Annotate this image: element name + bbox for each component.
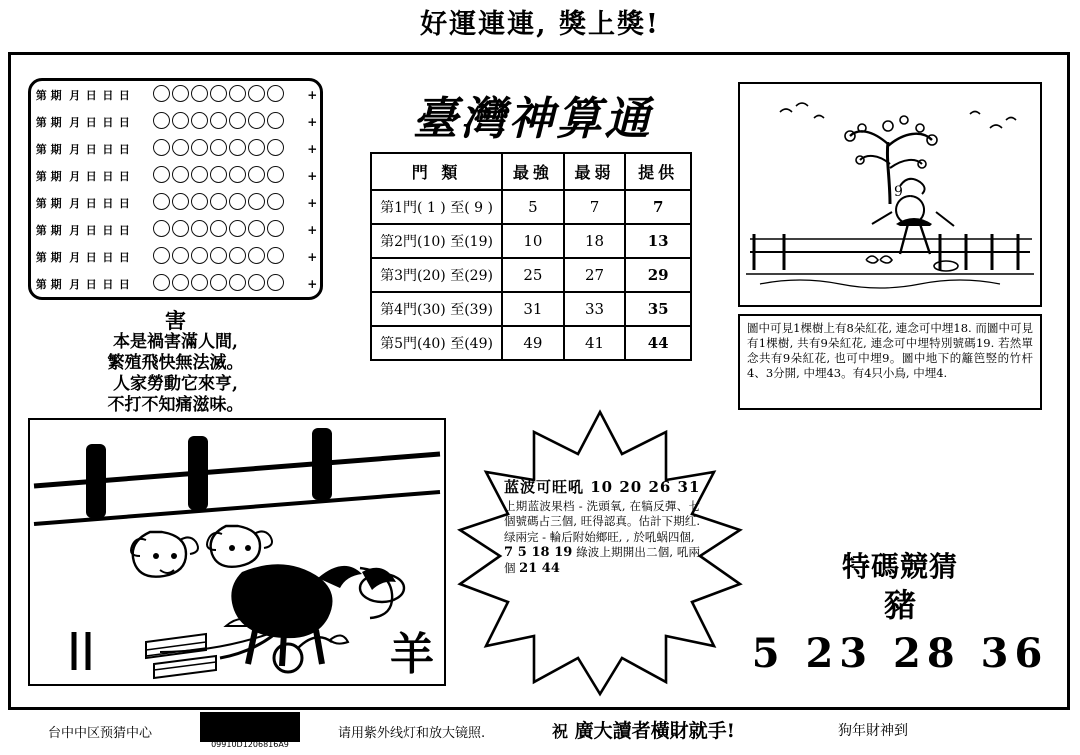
special-code-numbers: 5 23 28 36 (751, 630, 1049, 677)
calendar-dot[interactable] (191, 193, 208, 210)
illustration-top-right-drawing (740, 84, 1040, 305)
poem-line: 本是禍害滿人間, (113, 332, 238, 352)
calendar-dot[interactable] (267, 247, 284, 264)
calendar-row (31, 243, 320, 270)
calendar-cell-label: 日 (118, 223, 130, 237)
starburst-headline-text: 蓝波可旺吼 (504, 478, 585, 496)
calendar-row-label: 第 期 (35, 250, 62, 264)
calendar-dot[interactable] (153, 247, 170, 264)
calendar-cell-label: 月 (69, 142, 81, 156)
calendar-dot[interactable] (191, 139, 208, 156)
special-code-animal: 豬 (883, 586, 916, 624)
page-title: 臺灣神算通 (412, 92, 653, 145)
calendar-dot[interactable] (191, 220, 208, 237)
footer-left-text: 台中中区预猜中心 (48, 726, 153, 741)
calendar-cell-label: 月 (69, 115, 81, 129)
calendar-dot[interactable] (210, 112, 227, 129)
calendar-dot[interactable] (229, 247, 246, 264)
table-cell-strongest: 5 (502, 190, 564, 224)
calendar-dot[interactable] (191, 166, 208, 183)
calendar-cell-label: 日 (118, 115, 130, 129)
calendar-row (31, 216, 320, 243)
footer-blessing (552, 716, 735, 743)
calendar-dot[interactable] (172, 112, 189, 129)
calendar-cell-label: 日 (102, 169, 114, 183)
starburst-numbers-1: 7 5 18 19 (504, 545, 573, 560)
calendar-cell-label: 日 (85, 196, 97, 210)
calendar-dot[interactable] (172, 85, 189, 102)
calendar-cell-label: 月 (69, 88, 81, 102)
calendar-dot[interactable] (229, 166, 246, 183)
starburst-text (504, 480, 700, 576)
calendar-cell-label: 月 (69, 223, 81, 237)
starburst-headline-numbers: 10 20 26 31 (590, 478, 701, 496)
calendar-dot[interactable] (267, 85, 284, 102)
calendar-row (31, 162, 320, 189)
calendar-plus-sign: + (307, 195, 318, 210)
calendar-dot[interactable] (210, 247, 227, 264)
forecast-table (370, 152, 692, 361)
calendar-dot[interactable] (267, 193, 284, 210)
calendar-dot[interactable] (267, 139, 284, 156)
calendar-dot[interactable] (153, 220, 170, 237)
calendar-cell-label: 日 (118, 169, 130, 183)
table-row (371, 292, 691, 326)
table-row (371, 258, 691, 292)
calendar-cell-label: 日 (102, 196, 114, 210)
calendar-dot[interactable] (172, 274, 189, 291)
table-row (371, 326, 691, 360)
calendar-cell-label: 日 (102, 277, 114, 291)
barcode (200, 712, 300, 742)
calendar-row (31, 108, 320, 135)
calendar-dot[interactable] (248, 193, 265, 210)
table-cell-category: 第4門(30) 至(39) (371, 292, 502, 326)
calendar-dot[interactable] (248, 220, 265, 237)
calendar-cell-label: 日 (85, 115, 97, 129)
calendar-dot[interactable] (191, 274, 208, 291)
calendar-table (31, 81, 320, 297)
starburst-panel (452, 408, 748, 698)
calendar-box (28, 78, 323, 300)
calendar-row (31, 81, 320, 108)
calendar-cell-label: 月 (69, 277, 81, 291)
table-header-row (371, 153, 691, 190)
poem-line: 繁殖飛快無法滅。 (107, 353, 244, 373)
calendar-cell-label: 日 (102, 142, 114, 156)
special-code-title: 特碼競猜 (841, 550, 958, 583)
starburst-body: 上期蓝波果档 - 洗頭氧, 在犒反彈、七個號碼占三個, 旺得認真。估計下期红.绿兩完 - 輪后附始鄉旺, , 於吼蜗四個, (504, 498, 700, 544)
footer-right-text: 狗年財神到 (838, 723, 908, 739)
calendar-dot[interactable] (229, 139, 246, 156)
calendar-dot[interactable] (229, 112, 246, 129)
calendar-cell-label: 日 (85, 169, 97, 183)
calendar-dot[interactable] (229, 274, 246, 291)
table-row (371, 190, 691, 224)
calendar-dot[interactable] (248, 139, 265, 156)
table-cell-weakest: 7 (564, 190, 626, 224)
svg-text:9: 9 (894, 184, 903, 200)
calendar-cell-label: 日 (85, 88, 97, 102)
calendar-cell-label: 日 (85, 250, 97, 264)
calendar-dot[interactable] (172, 139, 189, 156)
table-cell-weakest: 41 (564, 326, 626, 360)
calendar-dot[interactable] (210, 193, 227, 210)
table-cell-weakest: 33 (564, 292, 626, 326)
calendar-dot[interactable] (267, 274, 284, 291)
calendar-dot[interactable] (229, 220, 246, 237)
calendar-row-label: 第 期 (35, 88, 62, 102)
table-cell-provided: 13 (625, 224, 691, 258)
calendar-dot[interactable] (153, 85, 170, 102)
poem-body (28, 332, 323, 416)
calendar-dot[interactable] (229, 85, 246, 102)
calendar-cell-label: 月 (69, 250, 81, 264)
footer-blessing-rest: 廣大讀者橫財就手! (574, 720, 735, 742)
calendar-dot[interactable] (210, 274, 227, 291)
starburst-body-2: 綠波上期開出二個, 吼兩個 (504, 545, 701, 575)
calendar-cell-label: 日 (102, 250, 114, 264)
calendar-dot[interactable] (172, 247, 189, 264)
calendar-dot[interactable] (210, 139, 227, 156)
table-cell-provided: 7 (625, 190, 691, 224)
calendar-dot[interactable] (210, 85, 227, 102)
table-cell-provided: 29 (625, 258, 691, 292)
poem-line: 人家勞動它來亨, (113, 374, 238, 394)
calendar-cell-label: 日 (85, 277, 97, 291)
calendar-row-label: 第 期 (35, 277, 62, 291)
calendar-dot[interactable] (153, 112, 170, 129)
footer-blessing-first: 祝 (552, 722, 569, 741)
table-cell-category: 第3門(20) 至(29) (371, 258, 502, 292)
table-cell-strongest: 31 (502, 292, 564, 326)
calendar-row (31, 135, 320, 162)
calendar-dot-group (133, 135, 305, 162)
table-cell-provided: 35 (625, 292, 691, 326)
starburst-nums-row (504, 545, 700, 576)
calendar-dot[interactable] (248, 166, 265, 183)
table-cell-weakest: 18 (564, 224, 626, 258)
calendar-plus-sign: + (307, 276, 318, 291)
calendar-row-label: 第 期 (35, 196, 62, 210)
calendar-dot-group (133, 108, 305, 135)
starburst-headline (504, 480, 700, 496)
table-cell-category: 第2門(10) 至(19) (371, 224, 502, 258)
calendar-dot[interactable] (267, 220, 284, 237)
starburst-numbers-2: 21 44 (519, 560, 560, 576)
column-header-provided: 提供 (625, 153, 691, 190)
calendar-dot-group (133, 270, 305, 297)
calendar-row-label: 第 期 (35, 169, 62, 183)
column-header-weakest: 最弱 (564, 153, 626, 190)
calendar-dot[interactable] (153, 166, 170, 183)
calendar-cell-label: 日 (102, 88, 114, 102)
calendar-cell-label: 日 (118, 250, 130, 264)
table-cell-strongest: 10 (502, 224, 564, 258)
calendar-dot[interactable] (153, 274, 170, 291)
calendar-dot-group (133, 216, 305, 243)
top-banner: 好運連連, 獎上獎! (420, 9, 660, 40)
illustration-bottom-left (28, 418, 446, 686)
calendar-dot[interactable] (153, 139, 170, 156)
column-header-strongest: 最強 (502, 153, 564, 190)
table-cell-strongest: 49 (502, 326, 564, 360)
table-cell-strongest: 25 (502, 258, 564, 292)
calendar-dot[interactable] (172, 166, 189, 183)
illustration-top-right (738, 82, 1042, 307)
calendar-plus-sign: + (307, 222, 318, 237)
barcode-label: 09910D1206816A9 (211, 740, 289, 749)
calendar-cell-label: 日 (118, 88, 130, 102)
calendar-dot[interactable] (172, 220, 189, 237)
table-cell-provided: 44 (625, 326, 691, 360)
calendar-dot[interactable] (267, 112, 284, 129)
calendar-plus-sign: + (307, 114, 318, 129)
calendar-dot[interactable] (153, 193, 170, 210)
calendar-cell-label: 日 (102, 115, 114, 129)
calendar-plus-sign: + (307, 168, 318, 183)
illustration-bottom-left-drawing (30, 420, 444, 684)
calendar-plus-sign: + (307, 141, 318, 156)
calendar-dot[interactable] (248, 112, 265, 129)
calendar-dot-group (133, 189, 305, 216)
table-cell-category: 第1門( 1 ) 至( 9 ) (371, 190, 502, 224)
calendar-plus-sign: + (307, 87, 318, 102)
calendar-dot[interactable] (191, 112, 208, 129)
calendar-dot[interactable] (191, 85, 208, 102)
bottom-left-animal-label: 羊 (390, 629, 434, 680)
calendar-dot-group (133, 162, 305, 189)
calendar-cell-label: 日 (102, 223, 114, 237)
calendar-dot[interactable] (248, 247, 265, 264)
poem-title: 害 (165, 308, 186, 333)
calendar-cell-label: 日 (85, 223, 97, 237)
calendar-row (31, 270, 320, 297)
calendar-dot[interactable] (210, 220, 227, 237)
footer-middle-text: 请用紫外线灯和放大镜照. (338, 726, 486, 741)
calendar-row-label: 第 期 (35, 142, 62, 156)
calendar-dot[interactable] (248, 85, 265, 102)
right-analysis-text: 圖中可見1棵樹上有8朵紅花, 連念可中埋18. 而圖中可見有1棵樹, 共有9朵紅花, 連念可中埋特別號碼19. 若然單念共有9朵紅花, 也可中埋9。圖中地下的籬笆竪的竹杆4、3分開, 中埋43。有4只小鳥, 中埋4. (738, 314, 1042, 410)
calendar-cell-label: 日 (118, 196, 130, 210)
calendar-dot[interactable] (267, 166, 284, 183)
calendar-row (31, 189, 320, 216)
calendar-cell-label: 月 (69, 169, 81, 183)
calendar-dot[interactable] (248, 274, 265, 291)
table-cell-weakest: 27 (564, 258, 626, 292)
calendar-dot[interactable] (210, 166, 227, 183)
calendar-plus-sign: + (307, 249, 318, 264)
calendar-cell-label: 日 (85, 142, 97, 156)
table-row (371, 224, 691, 258)
poem-line: 不打不知痛滋味。 (107, 395, 244, 415)
calendar-row-label: 第 期 (35, 115, 62, 129)
calendar-dot[interactable] (172, 193, 189, 210)
column-header-category: 門 類 (371, 153, 502, 190)
calendar-cell-label: 月 (69, 196, 81, 210)
calendar-dot-group (133, 81, 305, 108)
calendar-cell-label: 日 (118, 142, 130, 156)
calendar-dot[interactable] (191, 247, 208, 264)
calendar-dot-group (133, 243, 305, 270)
calendar-cell-label: 日 (118, 277, 130, 291)
calendar-row-label: 第 期 (35, 223, 62, 237)
table-cell-category: 第5門(40) 至(49) (371, 326, 502, 360)
calendar-dot[interactable] (229, 193, 246, 210)
